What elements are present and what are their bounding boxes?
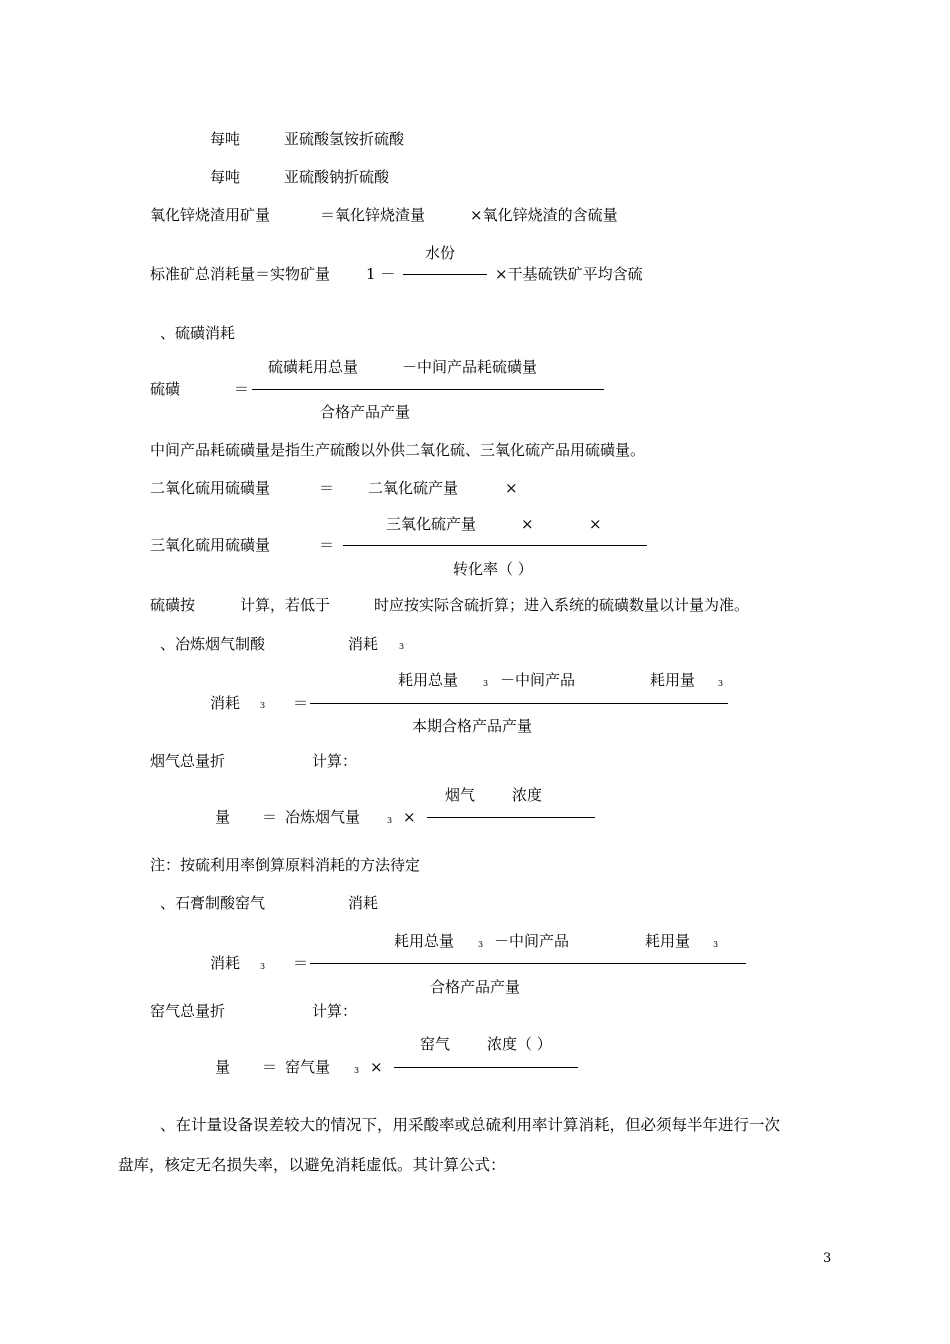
page-number: 3 — [823, 1251, 832, 1266]
sulfur-calc-a: 硫磺按 — [150, 596, 196, 614]
gypsum-f-times: × — [370, 1058, 383, 1076]
so2-lhs: 二氧化硫用硫磺量 — [150, 479, 271, 497]
fraction-bar — [310, 963, 746, 964]
standard-ore-one-minus: 1 － — [366, 265, 396, 283]
smelting-num-c: 耗用量 — [650, 671, 696, 689]
moisture-numerator: 水份 — [425, 244, 456, 262]
smelting-note: 注：按硫利用率倒算原料消耗的方法待定 — [150, 856, 421, 874]
smelting-f-b: 冶炼烟气量 — [285, 808, 361, 826]
gypsum-denominator: 合格产品产量 — [430, 978, 521, 996]
gypsum-num-a: 耗用总量 — [394, 932, 455, 950]
smelting-f-times: × — [403, 808, 416, 826]
smelting-num-a: 耗用总量 — [398, 671, 459, 689]
gypsum-equals: ＝ — [293, 954, 309, 972]
sulfur-calc-b: 计算，若低于 — [240, 596, 331, 614]
smelting-f-lhs: 量 — [215, 808, 231, 826]
sulfur-denominator: 合格产品产量 — [320, 403, 411, 421]
standard-ore-lhs: 标准矿总消耗量＝实物矿量 — [150, 265, 331, 283]
so3-times-1: × — [521, 515, 534, 533]
line2-text: 亚硫酸钠折硫酸 — [284, 168, 390, 186]
gypsum-conv-a: 窑气总量折 — [150, 1002, 226, 1020]
gypsum-f-num-a: 窑气 — [420, 1035, 451, 1053]
gypsum-heading: 、石膏制酸窑气 — [160, 894, 266, 912]
smelting-lhs: 消耗 — [210, 694, 241, 712]
gypsum-f-b: 窑气量 — [285, 1058, 331, 1076]
smelting-conv-b: 计算： — [312, 752, 358, 770]
smelting-lhs-sup: 3 — [260, 701, 266, 710]
gypsum-num-sup1: 3 — [478, 940, 484, 949]
smelting-heading-sup: 3 — [399, 642, 405, 651]
so2-equals: ＝ — [319, 479, 335, 497]
so3-lhs: 三氧化硫用硫磺量 — [150, 536, 271, 554]
zinc-slag-rhs: ×氧化锌烧渣的含硫量 — [470, 206, 618, 224]
smelting-heading-b: 消耗 — [348, 635, 379, 653]
sulfur-equals: ＝ — [234, 380, 250, 398]
fraction-bar — [394, 1067, 578, 1068]
fraction-bar — [343, 545, 647, 546]
so3-numerator: 三氧化硫产量 — [386, 515, 477, 533]
closing-line-2: 盘库，核定无名损失率，以避免消耗虚低。其计算公式： — [118, 1156, 506, 1174]
smelting-num-b: －中间产品 — [500, 671, 576, 689]
gypsum-num-b: －中间产品 — [494, 932, 570, 950]
so3-equals: ＝ — [319, 536, 335, 554]
sulfur-note: 中间产品耗硫磺量是指生产硫酸以外供二氧化硫、三氧化硫产品用硫磺量。 — [150, 441, 646, 459]
smelting-num-sup1: 3 — [483, 679, 489, 688]
smelting-heading: 、冶炼烟气制酸 — [160, 635, 266, 653]
smelting-f-equals: ＝ — [262, 808, 278, 826]
so3-times-2: × — [589, 515, 602, 533]
so3-denominator: 转化率（ ） — [453, 560, 533, 578]
gypsum-f-sup: 3 — [354, 1066, 360, 1075]
gypsum-conv-b: 计算： — [312, 1002, 358, 1020]
gypsum-num-sup2: 3 — [713, 940, 719, 949]
sulfur-calc-c: 时应按实际含硫折算；进入系统的硫磺数量以计量为准。 — [374, 596, 750, 614]
smelting-num-sup2: 3 — [718, 679, 724, 688]
smelting-f-sup: 3 — [387, 816, 393, 825]
so2-product: 二氧化硫产量 — [368, 479, 459, 497]
sulfur-heading: 、硫磺消耗 — [160, 324, 236, 342]
gypsum-lhs: 消耗 — [210, 954, 241, 972]
fraction-bar — [427, 817, 595, 818]
zinc-slag-mid: ＝氧化锌烧渣量 — [320, 206, 426, 224]
sulfur-numerator-b: －中间产品耗硫磺量 — [402, 358, 538, 376]
sulfur-lhs: 硫磺 — [150, 380, 181, 398]
gypsum-f-equals: ＝ — [262, 1058, 278, 1076]
smelting-f-num-a: 烟气 — [445, 786, 476, 804]
gypsum-heading-b: 消耗 — [348, 894, 379, 912]
closing-line-1: 、在计量设备误差较大的情况下，用采酸率或总硫利用率计算消耗，但必须每半年进行一次 — [160, 1116, 781, 1134]
standard-ore-rhs: ×干基硫铁矿平均含硫 — [495, 265, 643, 283]
fraction-bar — [403, 274, 487, 275]
smelting-conv-a: 烟气总量折 — [150, 752, 226, 770]
line1-text: 亚硫酸氢铵折硫酸 — [284, 130, 405, 148]
sulfur-numerator-a: 硫磺耗用总量 — [268, 358, 359, 376]
gypsum-lhs-sup: 3 — [260, 962, 266, 971]
smelting-equals: ＝ — [293, 694, 309, 712]
line2-label: 每吨 — [210, 168, 241, 186]
so2-times: × — [505, 479, 518, 497]
smelting-f-num-b: 浓度 — [512, 786, 543, 804]
gypsum-num-c: 耗用量 — [645, 932, 691, 950]
gypsum-f-lhs: 量 — [215, 1058, 231, 1076]
gypsum-f-num-b: 浓度（ ） — [487, 1035, 552, 1053]
smelting-denominator: 本期合格产品产量 — [412, 717, 533, 735]
zinc-slag-lhs: 氧化锌烧渣用矿量 — [150, 206, 271, 224]
fraction-bar — [252, 389, 604, 390]
fraction-bar — [310, 703, 728, 704]
line1-label: 每吨 — [210, 130, 241, 148]
